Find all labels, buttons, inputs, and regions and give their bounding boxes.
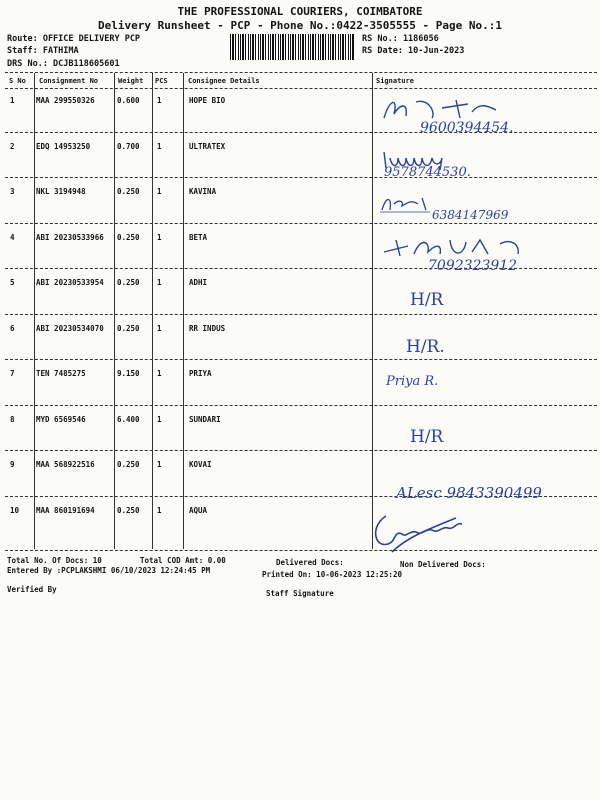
row-consignment-no: ABI 20230533966 — [36, 233, 104, 242]
row-consignment-no: NKL 3194948 — [36, 187, 86, 196]
signature-row-4: 7092323912 — [428, 258, 518, 274]
table-top-rule — [5, 72, 597, 73]
col-weight: Weight — [118, 77, 144, 85]
row-sno: 10 — [10, 506, 20, 515]
row-sno: 2 — [10, 142, 15, 151]
staff-signature: Staff Signature — [266, 589, 334, 598]
row-sno: 1 — [10, 96, 15, 105]
row-weight: 0.700 — [117, 142, 140, 151]
signature-row-7: Priya R. — [386, 374, 439, 389]
col-consignee: Consignee Details — [188, 77, 260, 85]
row-pcs: 1 — [157, 460, 162, 469]
printed-on: Printed On: 10-06-2023 12:25:20 — [262, 570, 402, 579]
row-consignee: KOVAI — [189, 460, 212, 469]
row-pcs: 1 — [157, 187, 162, 196]
row-separator — [5, 450, 597, 451]
row-sno: 9 — [10, 460, 15, 469]
col-divider — [372, 73, 373, 549]
total-cod: Total COD Amt: 0.00 — [140, 556, 226, 565]
row-weight: 0.250 — [117, 460, 140, 469]
drs-number: DRS No.: DCJB118605601 — [7, 59, 120, 69]
barcode-image — [230, 34, 355, 60]
row-consignee: SUNDARI — [189, 415, 221, 424]
col-divider — [183, 73, 184, 549]
verified-by: Verified By — [7, 585, 57, 594]
row-pcs: 1 — [157, 506, 162, 515]
table-bottom-rule — [5, 550, 597, 551]
row-weight: 0.250 — [117, 324, 140, 333]
signature-scribble — [380, 234, 550, 260]
signature-row-8: H/R — [410, 427, 444, 447]
row-sno: 3 — [10, 187, 15, 196]
row-consignment-no: MAA 299550326 — [36, 96, 95, 105]
row-sno: 6 — [10, 324, 15, 333]
row-weight: 6.400 — [117, 415, 140, 424]
row-consignment-no: ABI 20230533954 — [36, 278, 104, 287]
row-consignee: BETA — [189, 233, 208, 242]
row-sno: 4 — [10, 233, 15, 242]
row-consignee: ULTRATEX — [189, 142, 226, 151]
row-separator — [5, 405, 597, 406]
row-consignee: PRIYA — [189, 369, 212, 378]
row-consignment-no: TEN 7485275 — [36, 369, 86, 378]
row-separator — [5, 359, 597, 360]
row-consignment-no: MAA 568922516 — [36, 460, 95, 469]
row-pcs: 1 — [157, 142, 162, 151]
runsheet-title: Delivery Runsheet - PCP - Phone No.:0422-3505555 - Page No.:1 — [98, 19, 502, 32]
row-pcs: 1 — [157, 278, 162, 287]
row-sno: 8 — [10, 415, 15, 424]
rs-number: RS No.: 1186056 — [362, 34, 439, 44]
signature-row-2: 9578744530. — [384, 165, 471, 180]
rs-date: RS Date: 10-Jun-2023 — [362, 46, 465, 56]
row-consignee: HOPE BIO — [189, 96, 226, 105]
row-weight: 0.250 — [117, 187, 140, 196]
row-consignee: AQUA — [189, 506, 208, 515]
company-title: THE PROFESSIONAL COURIERS, COIMBATORE — [177, 5, 423, 18]
row-separator — [5, 177, 597, 178]
row-weight: 0.600 — [117, 96, 140, 105]
col-sno: S No — [9, 77, 26, 85]
row-weight: 9.150 — [117, 369, 140, 378]
row-pcs: 1 — [157, 415, 162, 424]
signature-row-5: H/R — [410, 290, 444, 310]
row-consignee: KAVINA — [189, 187, 217, 196]
row-pcs: 1 — [157, 96, 162, 105]
row-consignee: ADHI — [189, 278, 208, 287]
signature-scribble — [378, 192, 438, 214]
delivered-docs: Delivered Docs: — [276, 558, 344, 567]
col-signature: Signature — [376, 77, 414, 85]
col-consignment: Consignment No — [39, 77, 99, 85]
row-pcs: 1 — [157, 324, 162, 333]
row-sno: 7 — [10, 369, 15, 378]
entered-by: Entered By :PCPLAKSHMI 06/10/2023 12:24:45 PM — [7, 566, 211, 575]
row-pcs: 1 — [157, 233, 162, 242]
col-divider — [152, 73, 153, 549]
row-separator — [5, 223, 597, 224]
signature-row-3: 6384147969 — [432, 208, 509, 222]
col-divider — [114, 73, 115, 549]
row-weight: 0.250 — [117, 233, 140, 242]
row-consignee: RR INDUS — [189, 324, 226, 333]
non-delivered-docs: Non Delivered Docs: — [400, 560, 486, 569]
signature-row-6: H/R. — [406, 337, 445, 357]
row-pcs: 1 — [157, 369, 162, 378]
route-label: Route: OFFICE DELIVERY PCP — [7, 34, 141, 44]
signature-row-9: ALesc 9843390499 — [396, 484, 542, 502]
row-consignment-no: ABI 20230534070 — [36, 324, 104, 333]
staff-label: Staff: FATHIMA — [7, 46, 79, 56]
row-weight: 0.250 — [117, 506, 140, 515]
total-docs: Total No. Of Docs: 10 — [7, 556, 102, 565]
header-rule — [5, 88, 597, 89]
signature-row-1: 9600394454. — [420, 120, 514, 136]
row-separator — [5, 314, 597, 315]
row-sno: 5 — [10, 278, 15, 287]
col-pcs: PCS — [155, 77, 168, 85]
col-divider — [34, 73, 35, 549]
row-consignment-no: MYD 6569546 — [36, 415, 86, 424]
row-weight: 0.250 — [117, 278, 140, 287]
row-consignment-no: EDQ 14953250 — [36, 142, 91, 151]
row-consignment-no: MAA 860191694 — [36, 506, 95, 515]
